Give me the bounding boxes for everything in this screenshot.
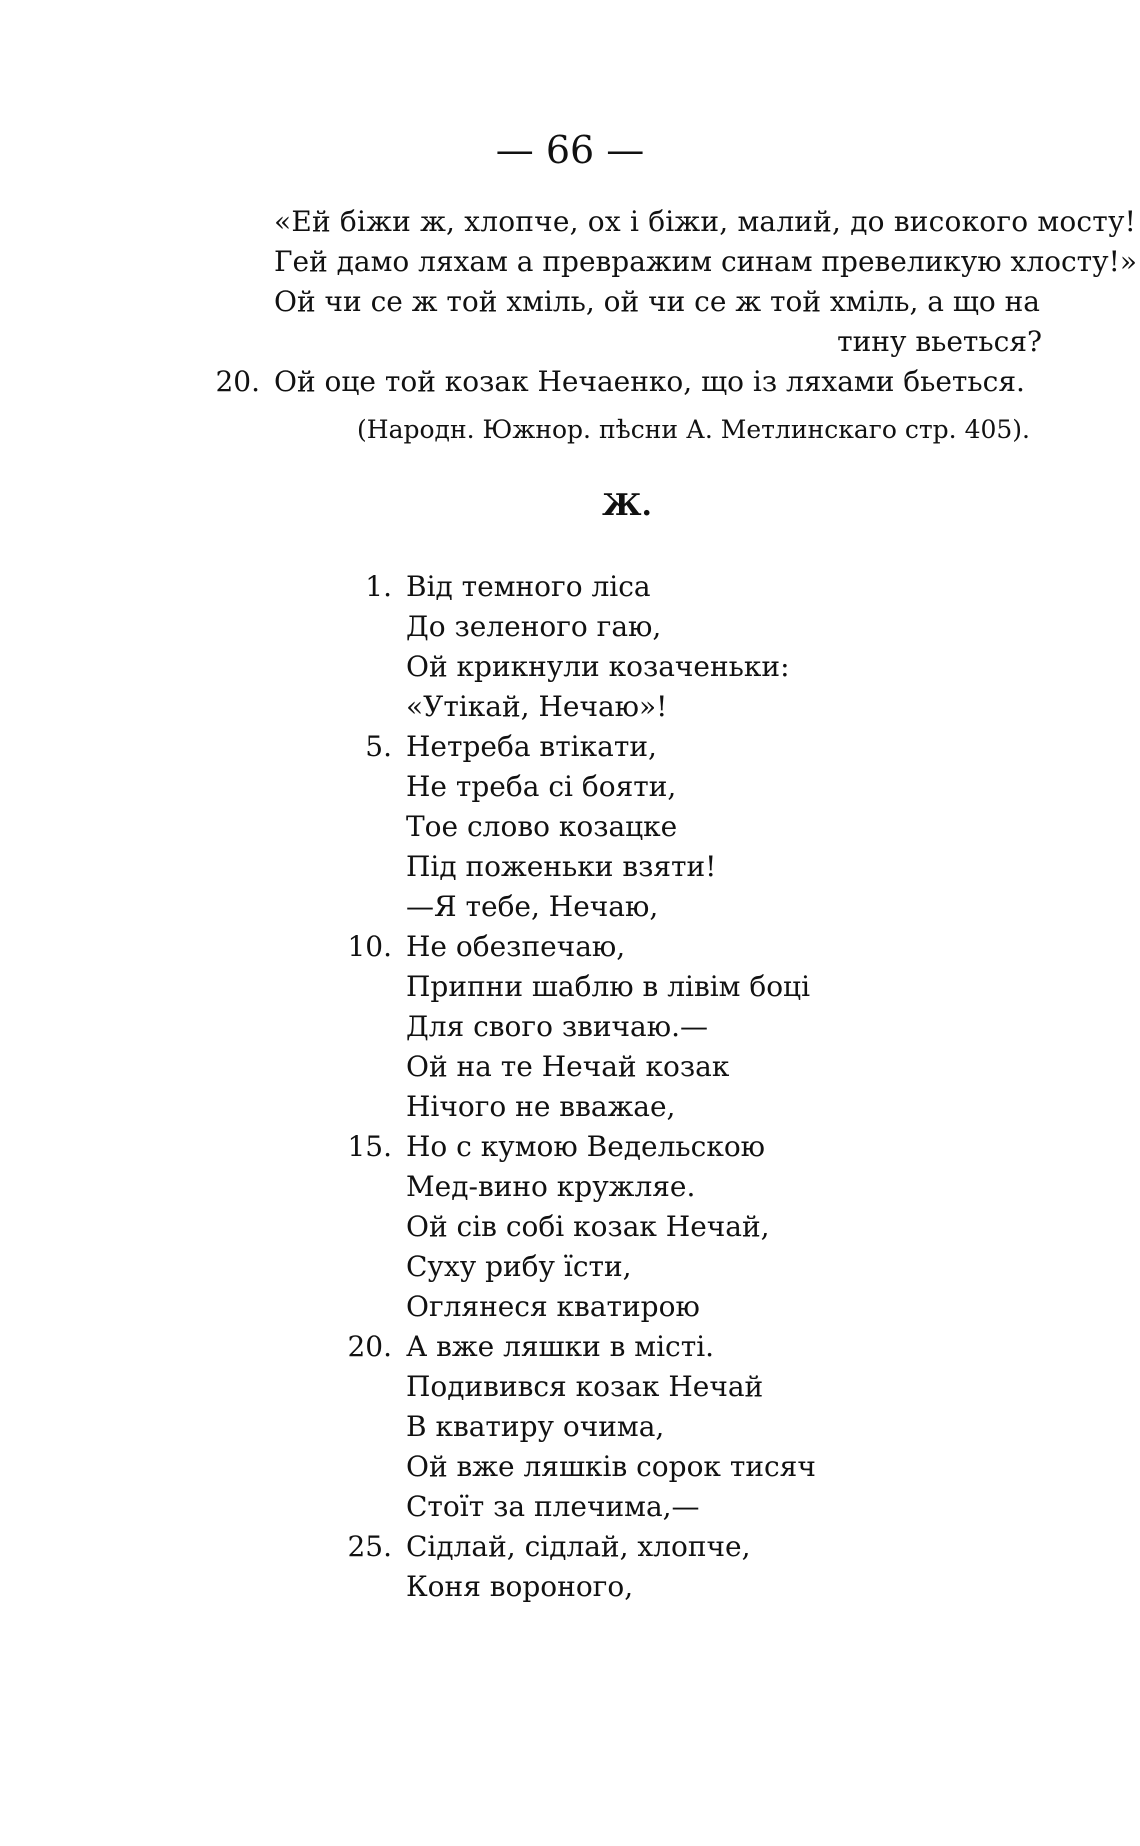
poem-line xyxy=(330,890,930,930)
line-number: 1. xyxy=(365,570,392,603)
line-text: Суху рибу їсти, xyxy=(406,1250,632,1283)
line-text: Для свого звичаю.— xyxy=(406,1010,709,1043)
poem-line xyxy=(330,1330,930,1370)
line-text: Припни шаблю в лівім боці xyxy=(406,970,811,1003)
poem-body xyxy=(330,570,930,1610)
line-text: Ой вже ляшків сорок тисяч xyxy=(406,1450,816,1483)
section-heading: Ж. xyxy=(602,488,652,523)
line-text: —Я тебе, Нечаю, xyxy=(406,890,659,923)
poem-line xyxy=(330,810,930,850)
line-text: Коня вороного, xyxy=(406,1570,634,1603)
poem-line xyxy=(330,610,930,650)
line-text: «Ей біжи ж, хлопче, ох і біжи, малий, до високого мосту! xyxy=(274,205,1137,238)
line-text: Мед-вино кружляе. xyxy=(406,1170,696,1203)
poem-line xyxy=(330,570,930,610)
line-number: 10. xyxy=(347,930,392,963)
poem-line xyxy=(330,850,930,890)
line-text: Від темного ліса xyxy=(406,570,651,603)
poem-line xyxy=(330,970,930,1010)
poem-line xyxy=(330,1170,930,1210)
line-text: А вже ляшки в місті. xyxy=(406,1330,715,1363)
line-text: До зеленого гаю, xyxy=(406,610,662,643)
line-text: Ой на те Нечай козак xyxy=(406,1050,730,1083)
line-text: Ой оце той козак Нечаенко, що із ляхами бьеться. xyxy=(274,365,1025,398)
poem-line xyxy=(330,1370,930,1410)
line-number: 15. xyxy=(347,1130,392,1163)
poem-line xyxy=(330,1250,930,1290)
poem-line xyxy=(330,730,930,770)
verse-line xyxy=(200,205,1137,245)
source-citation: (Народн. Южнор. пѣсни А. Метлинскаго стр. 405). xyxy=(357,415,1030,444)
line-text: Оглянеся кватирою xyxy=(406,1290,700,1323)
line-number: 20. xyxy=(347,1330,392,1363)
poem-line xyxy=(330,1010,930,1050)
poem-line xyxy=(330,770,930,810)
line-text: Подивився козак Нечай xyxy=(406,1370,764,1403)
poem-line xyxy=(330,1050,930,1090)
line-text: Гей дамо ляхам а превражим синам превеликую хлосту!» xyxy=(274,245,1138,278)
line-number: 25. xyxy=(347,1530,392,1563)
line-text: Ой крикнули козаченьки: xyxy=(406,650,790,683)
poem-line xyxy=(330,1530,930,1570)
line-number: 5. xyxy=(365,730,392,763)
line-text: Но с кумою Ведельскою xyxy=(406,1130,766,1163)
poem-line xyxy=(330,1410,930,1450)
poem-line xyxy=(330,930,930,970)
poem-line xyxy=(330,1130,930,1170)
line-text: В кватиру очима, xyxy=(406,1410,665,1443)
top-verse-block xyxy=(200,205,1138,405)
line-text: Ой чи се ж той хміль, ой чи се ж той хміль, а що на xyxy=(274,285,1040,318)
poem-line xyxy=(330,650,930,690)
line-text: «Утікай, Нечаю»! xyxy=(406,690,668,723)
poem-line xyxy=(330,1210,930,1250)
page-number: — 66 — xyxy=(495,128,645,172)
line-number: 20. xyxy=(215,365,260,398)
line-text: Нетреба втікати, xyxy=(406,730,657,763)
line-text: Нічого не вважае, xyxy=(406,1090,676,1123)
verse-line-continuation xyxy=(200,325,1080,365)
line-text: Ой сів собі козак Нечай, xyxy=(406,1210,770,1243)
line-text: Тое слово козацке xyxy=(406,810,678,843)
line-text: Сідлай, сідлай, хлопче, xyxy=(406,1530,751,1563)
poem-line xyxy=(330,1490,930,1530)
poem-line xyxy=(330,1090,930,1130)
poem-line xyxy=(330,1450,930,1490)
line-text: тину вьеться? xyxy=(837,325,1042,358)
line-text: Не треба сі бояти, xyxy=(406,770,677,803)
line-text: Не обезпечаю, xyxy=(406,930,626,963)
poem-line xyxy=(330,690,930,730)
verse-line xyxy=(200,245,1138,285)
line-text: Під поженьки взяти! xyxy=(406,850,717,883)
verse-line xyxy=(200,285,1080,325)
verse-line xyxy=(200,365,1080,405)
line-text: Стоїт за плечима,— xyxy=(406,1490,700,1523)
poem-line xyxy=(330,1290,930,1330)
poem-line xyxy=(330,1570,930,1610)
